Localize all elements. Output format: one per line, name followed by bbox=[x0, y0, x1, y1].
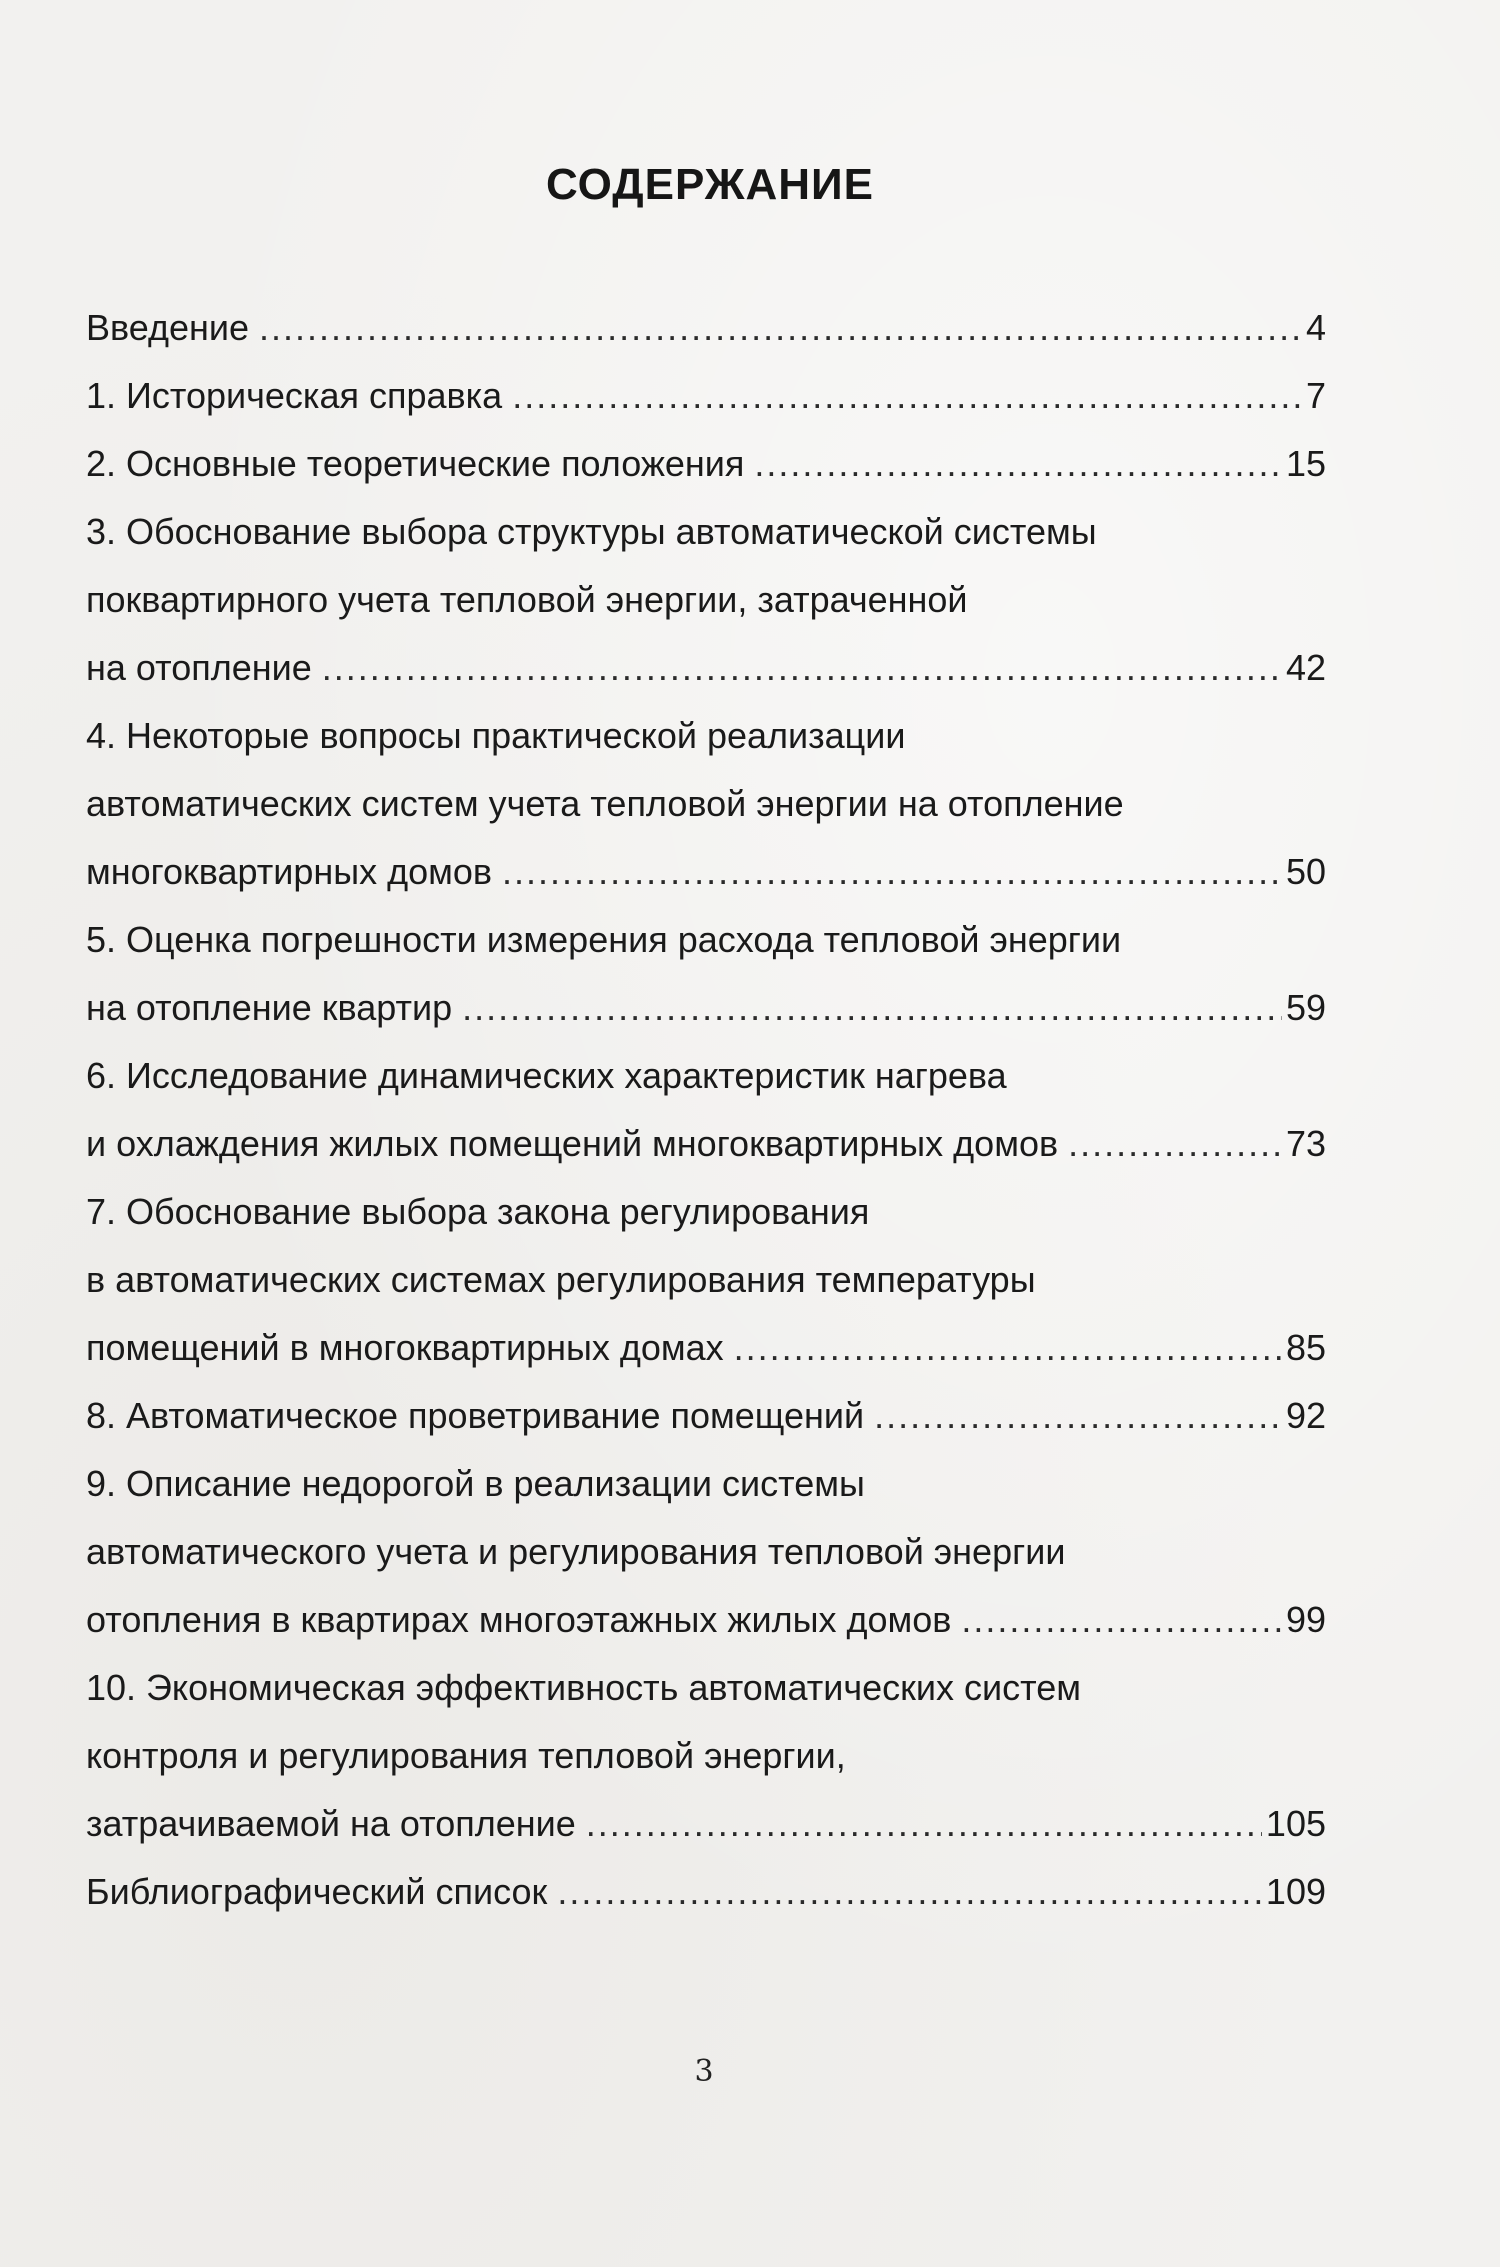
dot-leader bbox=[961, 1586, 1282, 1654]
toc-page-number: 85 bbox=[1285, 1327, 1326, 1368]
toc-entry-title-line: 1. Историческая справка bbox=[86, 375, 503, 416]
toc-entry-title-line: 9. Описание недорогой в реализации системы bbox=[86, 1463, 865, 1504]
toc-entry bbox=[86, 362, 1326, 430]
toc-entry bbox=[86, 702, 1326, 906]
dot-leader bbox=[1068, 1110, 1282, 1178]
dot-leader bbox=[557, 1858, 1262, 1926]
dot-leader bbox=[502, 838, 1282, 906]
toc-entry-row bbox=[86, 362, 1326, 430]
toc-entry bbox=[86, 1858, 1326, 1926]
toc-page-number: 109 bbox=[1265, 1871, 1326, 1912]
dot-leader bbox=[754, 430, 1282, 498]
toc-entry-title-line: 7. Обоснование выбора закона регулирования bbox=[86, 1191, 870, 1232]
toc-entry bbox=[86, 430, 1326, 498]
toc-entry-row bbox=[86, 974, 1326, 1042]
toc-entry-title-line: Библиографический список bbox=[86, 1871, 548, 1912]
page-number: 3 bbox=[694, 2054, 714, 2089]
toc-entry bbox=[86, 1654, 1326, 1858]
dot-leader bbox=[874, 1382, 1282, 1450]
dot-leader bbox=[734, 1314, 1282, 1382]
toc-entry-row bbox=[86, 1110, 1326, 1178]
toc-page-number: 59 bbox=[1285, 987, 1326, 1028]
toc-entry-title-line: 8. Автоматическое проветривание помещений bbox=[86, 1395, 865, 1436]
toc-entry bbox=[86, 1178, 1326, 1382]
toc-entry-title-line: многоквартирных домов bbox=[86, 851, 493, 892]
toc-entry-title-line: и охлаждения жилых помещений многоквартирных домов bbox=[86, 1123, 1059, 1164]
toc-page-number: 50 bbox=[1285, 851, 1326, 892]
toc-entry bbox=[86, 1450, 1326, 1654]
dot-leader bbox=[586, 1790, 1262, 1858]
toc-entry-row bbox=[86, 634, 1326, 702]
toc-entry-row bbox=[86, 1586, 1326, 1654]
dot-leader bbox=[259, 294, 1302, 362]
toc-entry-title-line: 5. Оценка погрешности измерения расхода тепловой энергии bbox=[86, 919, 1122, 960]
toc-entry bbox=[86, 906, 1326, 1042]
toc-entry-row bbox=[86, 294, 1326, 362]
toc-entry-row bbox=[86, 1790, 1326, 1858]
toc-entry bbox=[86, 1042, 1326, 1178]
toc-entry-title-line: контроля и регулирования тепловой энергии, bbox=[86, 1735, 846, 1776]
toc-page-number: 7 bbox=[1305, 375, 1326, 416]
toc-page-number: 73 bbox=[1285, 1123, 1326, 1164]
toc-entry-title-line: затрачиваемой на отопление bbox=[86, 1803, 576, 1844]
toc-page-number: 42 bbox=[1285, 647, 1326, 688]
toc-entry-title-line: 6. Исследование динамических характеристик нагрева bbox=[86, 1055, 1007, 1096]
toc-entry-title-line: в автоматических системах регулирования температуры bbox=[86, 1259, 1036, 1300]
toc-entry-title-line: отопления в квартирах многоэтажных жилых домов bbox=[86, 1599, 952, 1640]
toc-entry-title-line: 4. Некоторые вопросы практической реализации bbox=[86, 715, 906, 756]
toc-entry-title-line: Введение bbox=[86, 307, 250, 348]
toc-entry-row bbox=[86, 838, 1326, 906]
toc-entry-title-line: автоматических систем учета тепловой энергии на отопление bbox=[86, 783, 1124, 824]
toc-entry bbox=[86, 294, 1326, 362]
toc-entry-title-line: 10. Экономическая эффективность автоматических систем bbox=[86, 1667, 1081, 1708]
toc-entry-title-line: 3. Обоснование выбора структуры автоматической системы bbox=[86, 511, 1097, 552]
toc-entry-row bbox=[86, 1858, 1326, 1926]
table-of-contents bbox=[86, 294, 1326, 1926]
toc-entry-row bbox=[86, 430, 1326, 498]
toc-entry-row bbox=[86, 1314, 1326, 1382]
toc-entry-title-line: помещений в многоквартирных домах bbox=[86, 1327, 724, 1368]
toc-entry-title-line: автоматического учета и регулирования тепловой энергии bbox=[86, 1531, 1066, 1572]
dot-leader bbox=[462, 974, 1282, 1042]
toc-entry-title-line: на отопление bbox=[86, 647, 312, 688]
toc-page-number: 105 bbox=[1265, 1803, 1326, 1844]
toc-page-number: 4 bbox=[1305, 307, 1326, 348]
toc-entry bbox=[86, 1382, 1326, 1450]
toc-entry bbox=[86, 498, 1326, 702]
dot-leader bbox=[322, 634, 1282, 702]
toc-entry-title-line: на отопление квартир bbox=[86, 987, 453, 1028]
toc-entry-title-line: 2. Основные теоретические положения bbox=[86, 443, 745, 484]
toc-page-number: 92 bbox=[1285, 1395, 1326, 1436]
dot-leader bbox=[512, 362, 1302, 430]
toc-entry-title-line: поквартирного учета тепловой энергии, затраченной bbox=[86, 579, 968, 620]
toc-page-number: 15 bbox=[1285, 443, 1326, 484]
toc-entry-row bbox=[86, 1382, 1326, 1450]
page-title: СОДЕРЖАНИЕ bbox=[545, 160, 875, 209]
toc-page-number: 99 bbox=[1285, 1599, 1326, 1640]
